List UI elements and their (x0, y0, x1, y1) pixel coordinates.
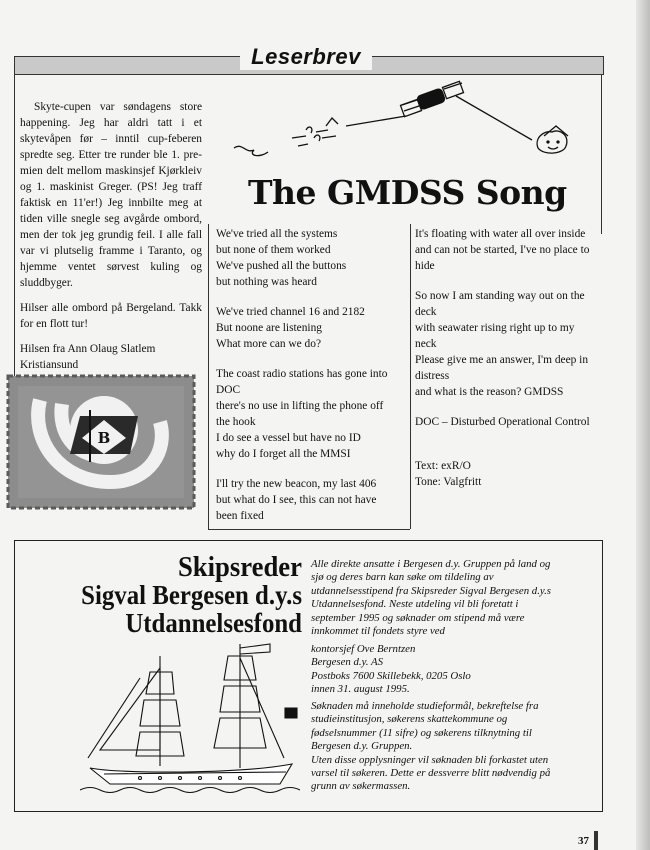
song-line: and what is the reason? GMDSS (415, 386, 564, 398)
song-line: but what do I see, this can not have (216, 494, 377, 506)
letter-signature-line-1: Hilsen fra Ann Olaug Slatlem (20, 343, 156, 355)
fund-requirements-text (311, 700, 593, 794)
fund-line: Søknaden må inneholde studieformål, bekreftelse fra (311, 700, 539, 712)
song-line: been fixed (216, 510, 264, 522)
fund-line: fødselsnummer (11 sifre) og søkerens tilknytning til (311, 726, 532, 739)
fund-address-text (311, 643, 593, 697)
song-line: The coast radio stations has gone into (216, 368, 388, 380)
page-number: 37 (578, 835, 589, 847)
fund-line: Postboks 7600 Skillebekk, 0205 Oslo (311, 669, 471, 682)
fund-title-line-2: Sigval Bergesen d.y.s (81, 580, 302, 610)
fund-line: kontorsjef Ove Berntzen (311, 643, 416, 655)
letter-paragraph-2 (20, 300, 202, 332)
song-verse-2 (216, 304, 406, 352)
letter-line: og 1. maskinist Greger. (PS! Jeg traff (20, 181, 202, 193)
song-line: I do see a vessel but have no ID (216, 432, 361, 444)
letter-signature-line-2: Kristiansund (20, 359, 79, 371)
doc-note: DOC – Disturbed Operational Control (415, 416, 590, 428)
fund-line: september 1995 og søknader om stipend må være (311, 611, 525, 624)
song-line: there's no use in lifting the phone off (216, 400, 384, 412)
letter-line: skytevåpen før – inntil cup-feberen (20, 133, 202, 145)
letter-line: sluddbyger. (20, 277, 73, 289)
letter-line: mien delt mellom maskinsjef Kjørkleiv (20, 165, 202, 177)
song-line: the hook (216, 416, 256, 428)
song-column-1 (216, 226, 406, 538)
song-line: DOC (216, 384, 241, 396)
song-line: We've pushed all the buttons (216, 260, 347, 272)
song-column-2 (415, 226, 599, 490)
letter-line: tiden ville snegle seg avgårde ombord, (20, 213, 202, 225)
fund-line: Bergesen d.y. Gruppen. (311, 740, 413, 753)
column-rule-edge (601, 74, 602, 234)
song-line: So now I am standing way out on the (415, 290, 585, 302)
letter-line: Hilser alle ombord på Bergeland. Takk (20, 302, 202, 314)
fund-line: Alle direkte ansatte i Bergesen d.y. Gruppen på land og (311, 558, 551, 570)
column-rule-middle (208, 224, 209, 529)
fund-title (52, 553, 302, 637)
letter-line: faktisk en 11'er!) Jeg innbilte meg at (20, 197, 202, 209)
letter-line: Skyte-cupen var søndagens store (34, 101, 202, 113)
song-line: What more can we do? (216, 338, 321, 350)
song-line: deck (415, 306, 437, 318)
section-title: Leserbrev (240, 44, 372, 70)
fund-line: innkommet til fondets styre ved (311, 625, 445, 638)
song-line: but none of them worked (216, 244, 331, 256)
song-line: with seawater rising right up to my (415, 322, 575, 334)
song-line: It's floating with water all over inside (415, 228, 586, 240)
column-rule-right (410, 224, 411, 529)
column-rule-left (14, 74, 15, 389)
song-verse-4 (216, 476, 406, 524)
fund-line: varsel til søkeren. Dette er dessverre blitt nødvendig på (311, 767, 551, 780)
page-edge-shadow (636, 0, 650, 850)
fund-intro-text (311, 558, 593, 638)
song-line: but nothing was heard (216, 276, 317, 288)
fund-line: studieinstitusjon, søkerens skattekommune og (311, 713, 508, 726)
song-line: hide (415, 260, 435, 272)
letter-line: hjemme ventet sørvest kuling og (20, 261, 202, 273)
satellite-illustration (228, 78, 598, 178)
song-verse-5 (415, 226, 599, 274)
fund-line: utdannelsesstipend fra Skipsreder Sigval Bergesen d.y.s (311, 584, 551, 597)
fund-line: grunn av søkermassen. (311, 780, 411, 793)
song-title: The GMDSS Song (248, 173, 567, 212)
fund-line: Bergesen d.y. AS (311, 656, 383, 669)
fund-title-line-3: Utdannelsesfond (125, 608, 303, 638)
emblem-letter: B (97, 429, 111, 447)
song-credit-tone: Tone: Valgfritt (415, 476, 482, 488)
letter-line: spredte seg. Etter tre runder ble 1. pre- (20, 149, 202, 161)
song-credit-text: Text: exR/O (415, 460, 471, 472)
song-line: We've tried all the systems (216, 228, 338, 240)
song-verse-3 (216, 366, 406, 462)
song-line: But noone are listening (216, 322, 322, 334)
letter-line: for en flott tur! (20, 318, 89, 330)
fund-title-line-1: Skipsreder (177, 551, 302, 583)
song-line: and can not be started, I've no place to (415, 244, 590, 256)
letter-line: men der tok jeg grundig feil. I alle fall (20, 229, 202, 241)
page-tab-marker (594, 831, 598, 850)
letter-paragraph-1 (20, 99, 202, 291)
song-line: I'll try the new beacon, my last 406 (216, 478, 377, 490)
company-emblem-stamp (0, 370, 204, 516)
fund-line: Uten disse opplysninger vil søknaden bli forkastet uten (311, 753, 549, 766)
reader-letter (20, 99, 202, 373)
letter-line: happening. Jeg har aldri tatt i et (20, 117, 202, 129)
song-line: Please give me an answer, I'm deep in (415, 354, 589, 366)
song-line: neck (415, 338, 437, 350)
song-verse-1 (216, 226, 406, 290)
song-line: distress (415, 370, 450, 382)
letter-line: var vi plutselig framme i Taranto, og (20, 245, 202, 257)
fund-line: sjø og deres barn kan søke om tildeling av (311, 571, 494, 584)
fund-line: innen 31. august 1995. (311, 683, 410, 696)
fund-line: Utdannelsesfond. Neste utdeling vil bli foretatt i (311, 598, 519, 611)
song-line: We've tried channel 16 and 2182 (216, 306, 365, 318)
song-verse-6 (415, 288, 599, 400)
sailing-ship-illustration (80, 638, 300, 800)
song-line: why do I forget all the MMSI (216, 448, 351, 460)
